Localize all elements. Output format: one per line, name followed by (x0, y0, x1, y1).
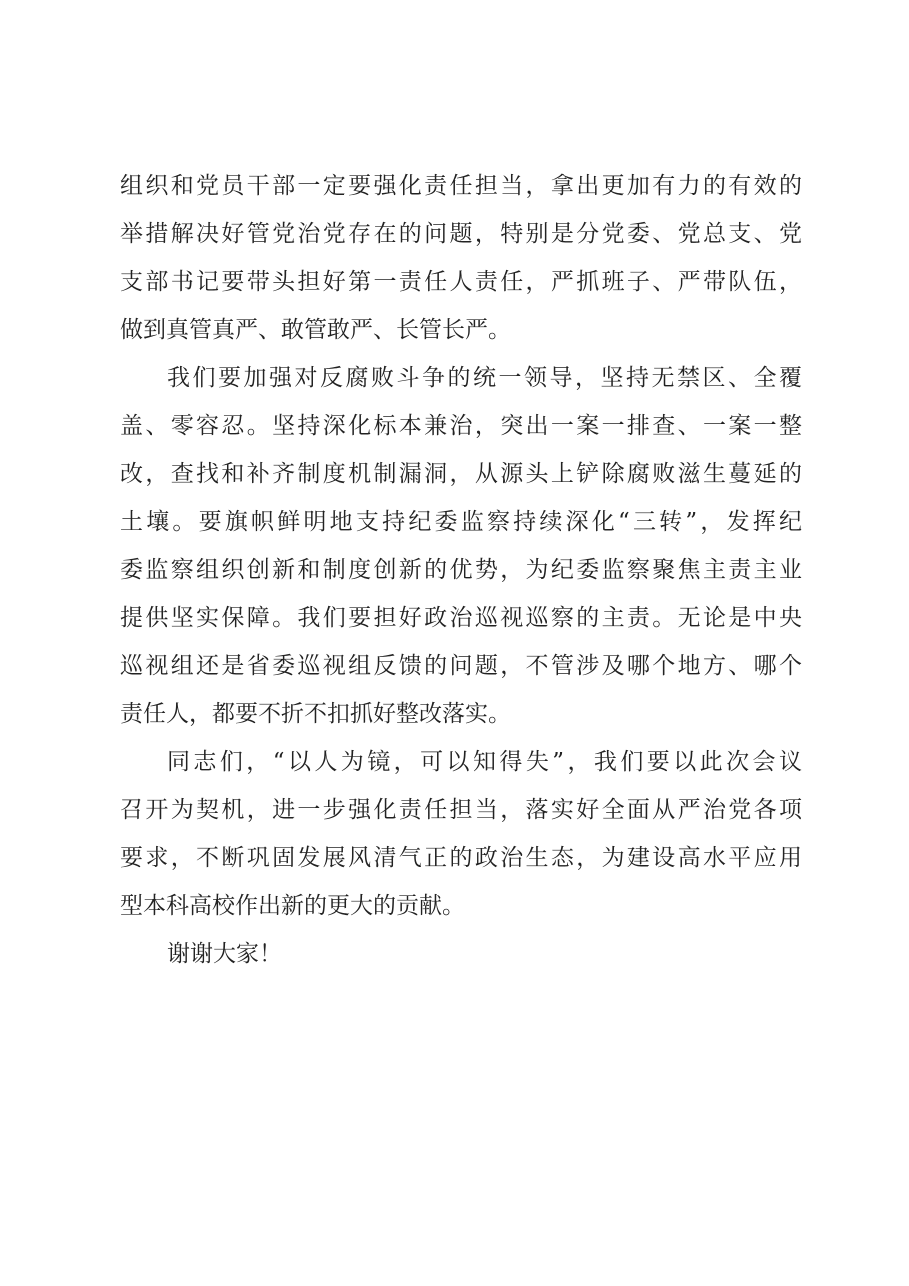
text-line: 型本科高校作出新的更大的贡献。 (120, 893, 465, 919)
text-line: 巡视组还是省委巡视组反馈的问题，不管涉及哪个地方、哪个 (120, 653, 802, 679)
paragraph-anti-corruption (120, 354, 802, 738)
text-line: 要求，不断巩固发展风清气正的政治生态，为建设高水平应用 (120, 845, 802, 871)
paragraph-closing-remarks (120, 738, 802, 930)
text-line: 土壤。要旗帜鲜明地支持纪委监察持续深化“三转”，发挥纪 (120, 509, 802, 535)
text-line: 谢谢大家！ (167, 941, 282, 967)
paragraph-continuation (120, 162, 802, 354)
text-line: 责任人，都要不折不扣抓好整改落实。 (120, 701, 511, 727)
text-line: 组织和党员干部一定要强化责任担当，拿出更加有力的有效的 (120, 173, 802, 199)
paragraph-thanks (120, 930, 802, 978)
text-line: 改，查找和补齐制度机制漏洞，从源头上铲除腐败滋生蔓延的 (120, 461, 802, 487)
text-line: 做到真管真严、敢管敢严、长管长严。 (120, 317, 511, 343)
text-line: 召开为契机，进一步强化责任担当，落实好全面从严治党各项 (120, 797, 802, 823)
text-line: 支部书记要带头担好第一责任人责任，严抓班子、严带队伍， (120, 269, 802, 295)
text-line: 我们要加强对反腐败斗争的统一领导，坚持无禁区、全覆 (167, 365, 802, 391)
text-line: 委监察组织创新和制度创新的优势，为纪委监察聚焦主责主业 (120, 557, 802, 583)
text-line: 同志们，“以人为镜，可以知得失”，我们要以此次会议 (167, 749, 802, 775)
text-line: 提供坚实保障。我们要担好政治巡视巡察的主责。无论是中央 (120, 605, 802, 631)
document-body (120, 162, 802, 978)
text-line: 盖、零容忍。坚持深化标本兼治，突出一案一排查、一案一整 (120, 413, 802, 439)
text-line: 举措解决好管党治党存在的问题，特别是分党委、党总支、党 (120, 221, 802, 247)
